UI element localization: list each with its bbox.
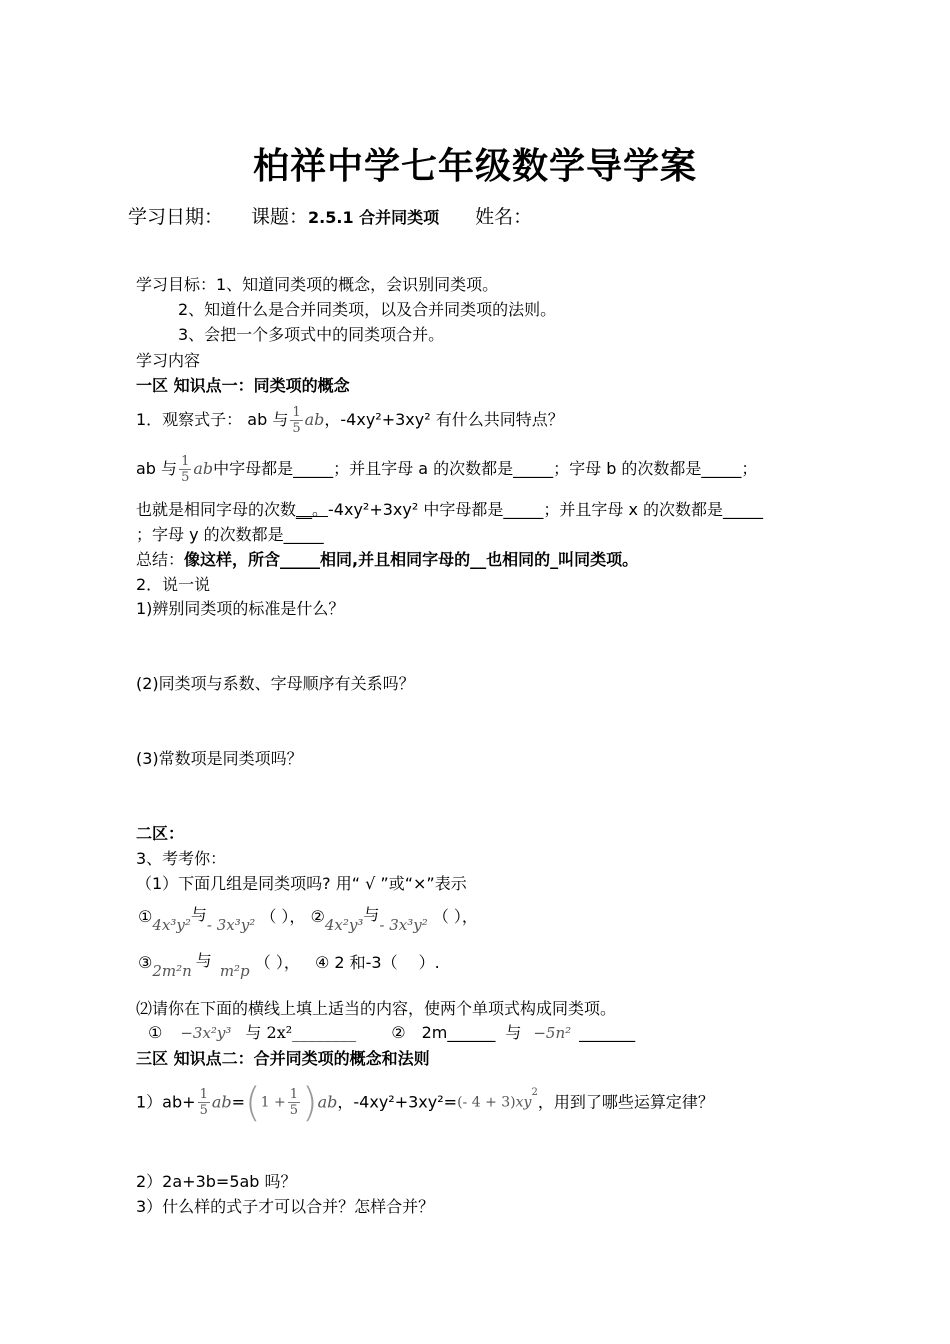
question-2-2: (2)同类项与系数、字母顺序有关系吗？	[136, 674, 415, 693]
content-heading: 学习内容	[136, 351, 201, 370]
example-1: 1）ab+ $\frac{1}{5}$ ab=(1 + $\frac{1}{5}$ )ab，-4xy²+3xy²=(- $4 + 3)xy^2$，用到了哪些运算定律？	[136, 1079, 714, 1126]
fraction-one-fifth: $\frac{1}{5}$	[292, 405, 301, 436]
zone3-heading: 三区 知识点二：合并同类项的概念和法则	[136, 1049, 430, 1068]
objective-1: 学习目标：1、知道同类项的概念，会识别同类项。	[136, 275, 499, 294]
fill-row: ① −3x²y³ 与 2x²________ ② 2m______ 与 −5n² _______	[148, 1023, 636, 1042]
pairs-row-2: ③2m²n与m²p （ ）， ④ 2 和-3（ ）.	[138, 951, 440, 980]
question-3-1: （1）下面几组是同类项吗? 用“ √ ”或“×”表示	[136, 874, 467, 893]
example-2: 2）2a+3b=5ab 吗？	[136, 1172, 297, 1191]
fill-line-3: ；字母 y 的次数都是_____	[136, 525, 324, 544]
date-label: 学习日期：	[128, 206, 224, 228]
question-3-2: ⑵请你在下面的横线上填上适当的内容，使两个单项式构成同类项。	[136, 999, 617, 1018]
page-title: 柏祥中学七年级数学导学案	[252, 146, 697, 187]
question-2-1: 1)辨别同类项的标准是什么？	[136, 599, 345, 618]
fraction-one-fifth: $\frac{1}{5}$	[199, 1087, 208, 1118]
fraction-one-fifth: $\frac{1}{5}$	[181, 454, 190, 485]
question-2: 2．说一说	[136, 575, 211, 594]
question-2-3: (3)常数项是同类项吗？	[136, 749, 303, 768]
name-label: 姓名：	[475, 206, 533, 228]
header-row	[128, 204, 532, 231]
zone2-heading: 二区：	[136, 824, 185, 843]
question-1: 1．观察式子： ab 与 $\frac{1}{5}$ ab，-4xy²+3xy² 有什么共同特点？	[136, 405, 564, 436]
topic-value: 2.5.1 合并同类项	[308, 208, 440, 227]
question-3: 3、考考你：	[136, 849, 227, 868]
example-3: 3）什么样的式子才可以合并？怎样合并？	[136, 1197, 435, 1216]
topic-label: 课题：	[251, 206, 309, 228]
right-paren: )	[302, 1079, 318, 1126]
objective-2: 2、知道什么是合并同类项，以及合并同类项的法则。	[178, 300, 557, 319]
pairs-row-1: ①4x³y²与- 3x³y² （ ）， ②4x²y³与- 3x³y² （ ），	[138, 905, 478, 934]
zone1-heading: 一区 知识点一：同类项的概念	[136, 376, 350, 395]
left-paren: (	[245, 1079, 261, 1126]
fill-line-2: 也就是相同字母的次数__。-4xy²+3xy² 中字母都是_____；并且字母 x 的次数都是_____	[136, 500, 764, 519]
fraction-one-fifth: $\frac{1}{5}$	[289, 1087, 299, 1118]
objective-3: 3、会把一个多项式中的同类项合并。	[178, 325, 445, 344]
summary: 总结：像这样，所含_____相同,并且相同字母的__也相同的_叫同类项。	[136, 550, 639, 569]
fill-line-1: ab 与 $\frac{1}{5}$ ab中字母都是_____；并且字母 a 的次数都是_____；字母 b 的次数都是_____；	[136, 454, 758, 485]
